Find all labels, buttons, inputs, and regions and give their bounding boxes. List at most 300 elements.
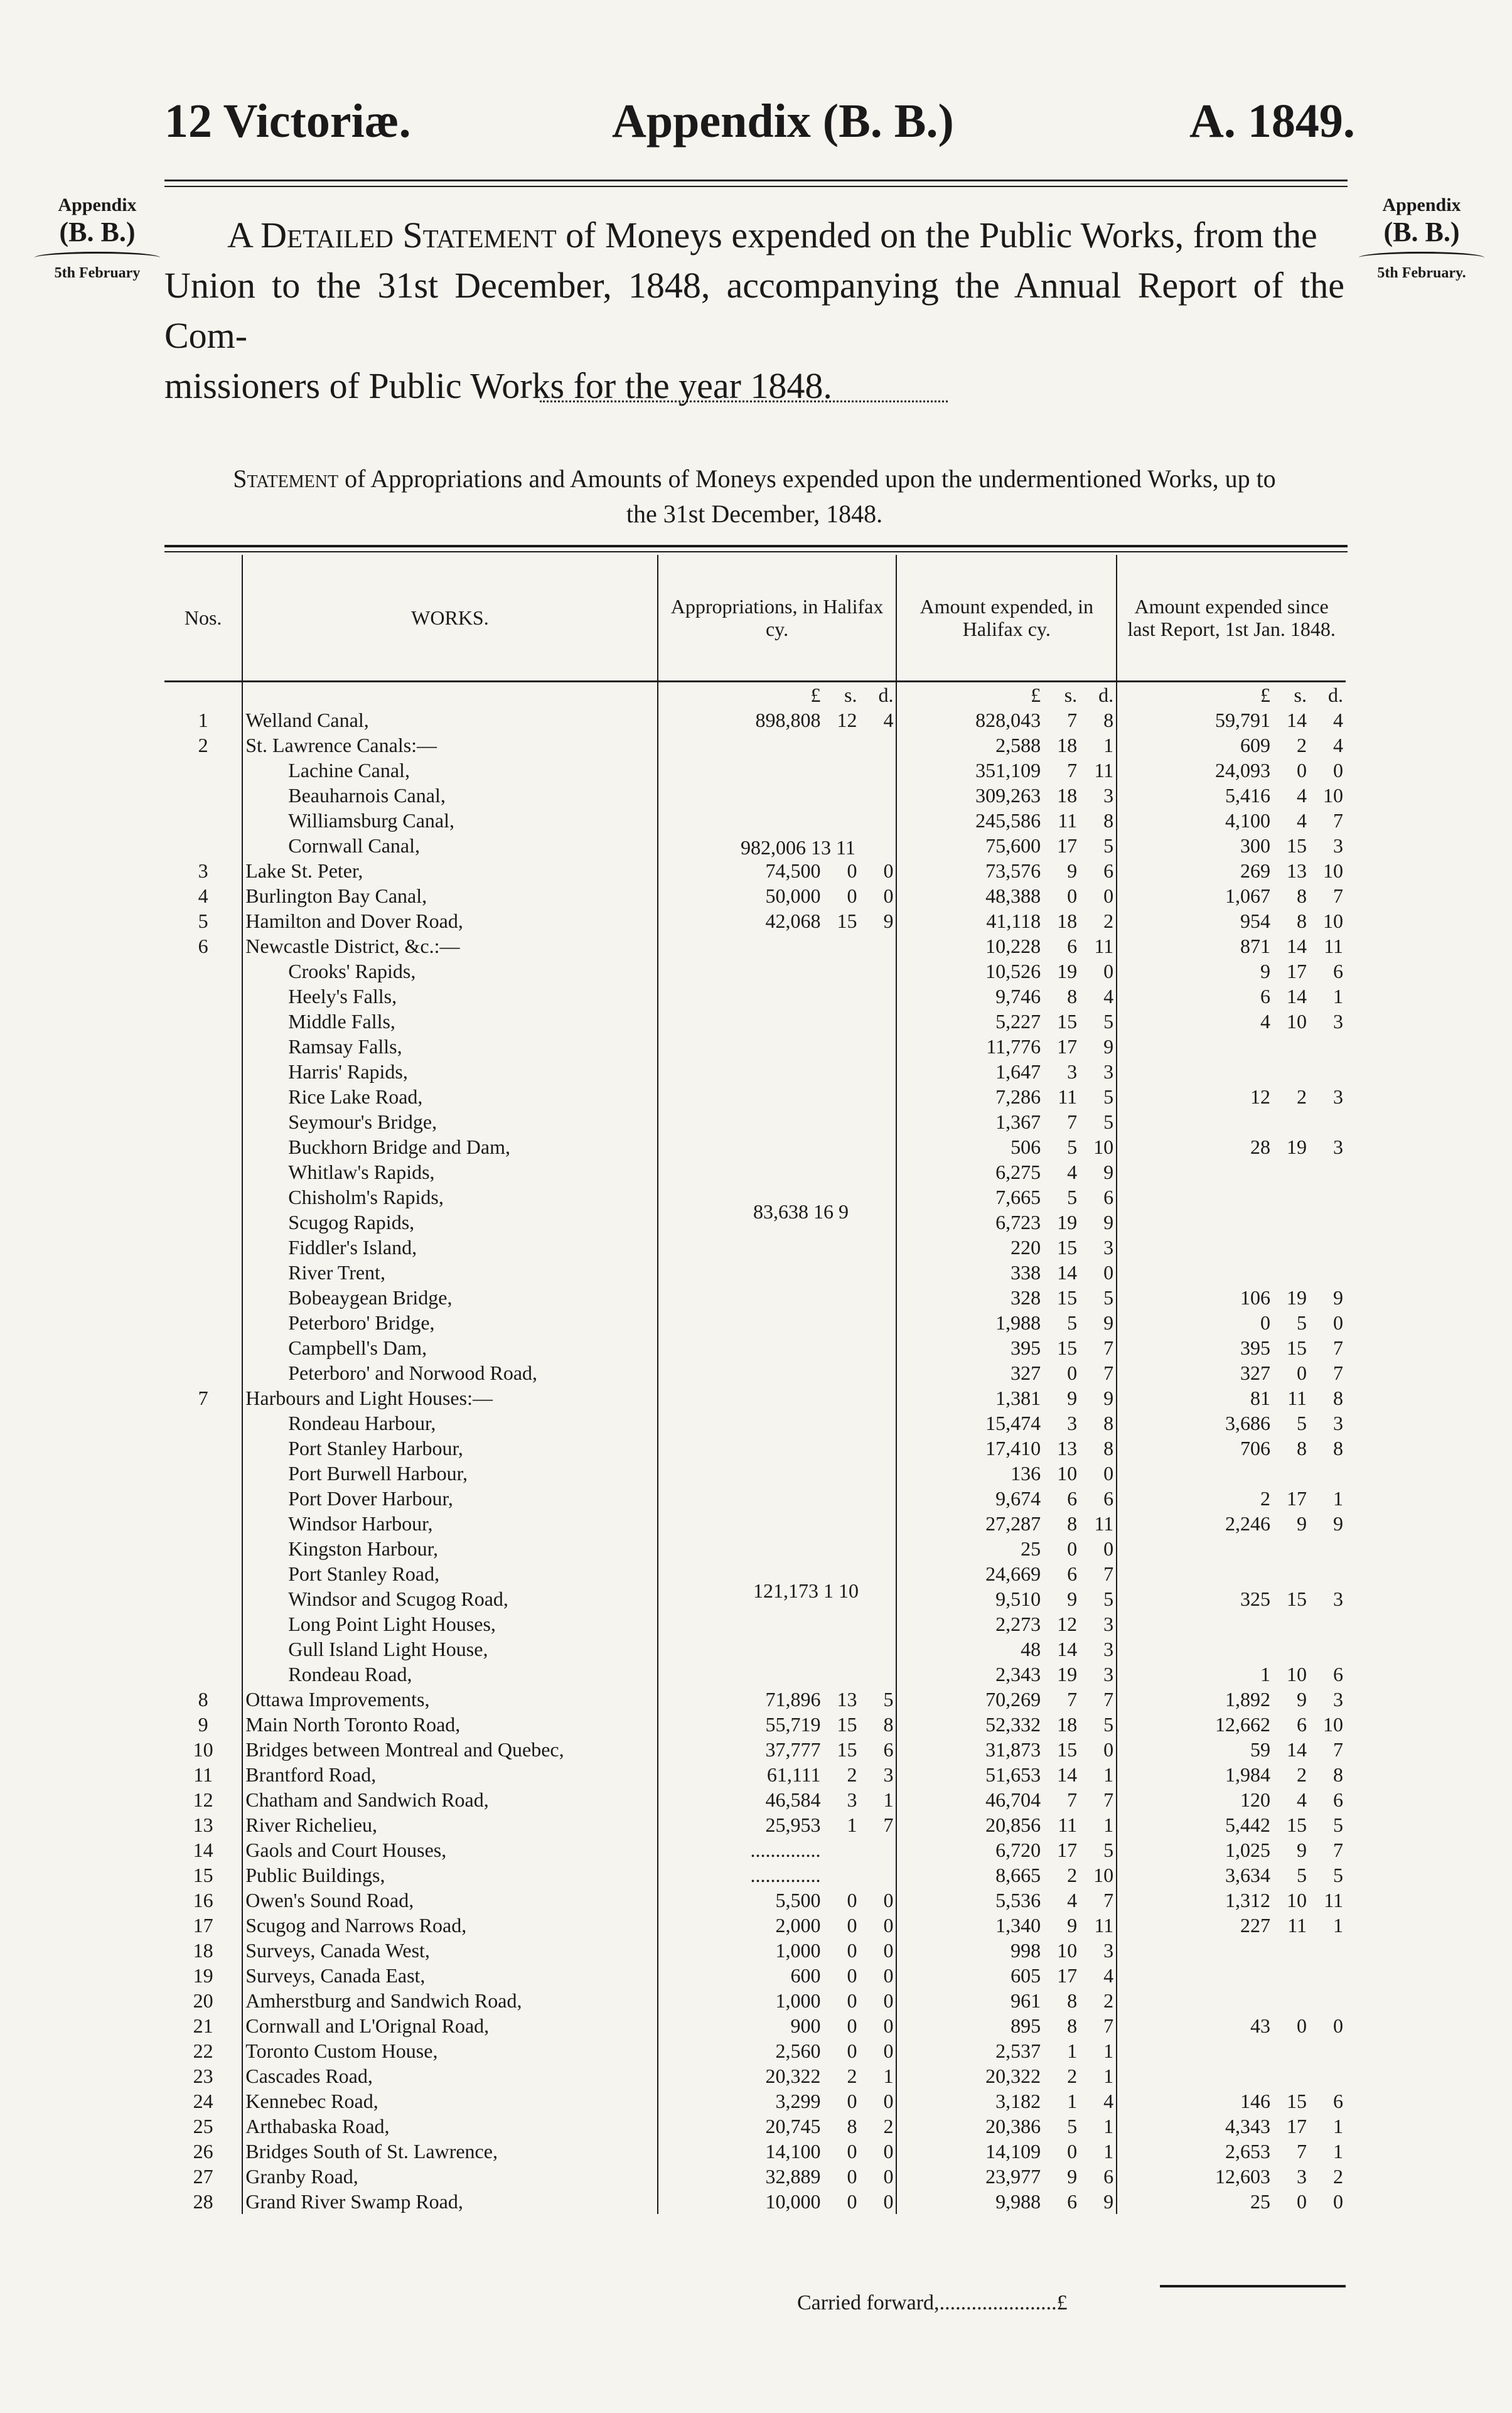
- since-last-report-cell: [1117, 1762, 1346, 1787]
- amount-expended-pounds: 46,704: [985, 1788, 1041, 1811]
- since-last-report-shillings: 15: [1287, 834, 1307, 857]
- amount-expended-pounds: 245,586: [975, 809, 1041, 832]
- appropriation-cell: [658, 1611, 897, 1636]
- since-last-report-cell: [1117, 1913, 1346, 1938]
- header-left: 12 Victoriæ.: [164, 95, 411, 148]
- since-last-report-cell: [1117, 1963, 1346, 1988]
- since-last-report-pounds: 4,100: [1225, 809, 1270, 832]
- amount-expended-pence: 9: [1103, 2190, 1114, 2213]
- row-number: [164, 1536, 242, 1561]
- since-last-report-pence: 3: [1333, 1412, 1343, 1434]
- appropriation-cell: [658, 1812, 897, 1837]
- work-name: Windsor and Scugog Road,: [242, 1586, 657, 1611]
- amount-expended-pounds: 506: [1011, 1136, 1041, 1158]
- since-last-report-shillings: 11: [1287, 1387, 1307, 1409]
- amount-expended-cell: [896, 1963, 1117, 1988]
- appropriation-cell: [658, 1737, 897, 1762]
- since-last-report-cell: [1117, 1511, 1346, 1536]
- amount-expended-shillings: 2: [1067, 1864, 1078, 1886]
- table-row: [164, 707, 1346, 733]
- amount-expended-shillings: 3: [1067, 1060, 1078, 1083]
- since-last-report-pence: 1: [1333, 1914, 1343, 1937]
- work-name: Whitlaw's Rapids,: [242, 1159, 657, 1185]
- work-name: Port Dover Harbour,: [242, 1486, 657, 1511]
- work-name: Port Stanley Harbour,: [242, 1436, 657, 1461]
- amount-expended-pounds: 73,576: [985, 859, 1041, 882]
- amount-expended-shillings: 8: [1067, 1989, 1078, 2012]
- appropriation-pounds: 37,777: [765, 1738, 821, 1761]
- appropriation-cell: [658, 2164, 897, 2189]
- row-number: [164, 1235, 242, 1260]
- since-last-report-pence: 7: [1333, 1362, 1343, 1384]
- amount-expended-pounds: 1,367: [995, 1110, 1041, 1133]
- work-name: Windsor Harbour,: [242, 1511, 657, 1536]
- since-last-report-cell: [1117, 783, 1346, 808]
- row-number: [164, 1185, 242, 1210]
- amount-expended-pounds: 51,653: [985, 1763, 1041, 1786]
- amount-expended-pence: 5: [1103, 1010, 1114, 1033]
- amount-expended-pence: 5: [1103, 1286, 1114, 1309]
- table-row: [164, 1812, 1346, 1837]
- table-row: [164, 1636, 1346, 1662]
- appropriation-pence: 0: [883, 1939, 894, 1962]
- appropriation-cell: [658, 1235, 897, 1260]
- amount-expended-pence: 0: [1103, 1462, 1114, 1485]
- amount-expended-pence: 9: [1103, 1161, 1114, 1183]
- row-number: 6: [164, 933, 242, 959]
- amount-expended-cell: [896, 1436, 1117, 1461]
- appropriation-pence: 2: [883, 2115, 894, 2137]
- amount-expended-cell: [896, 858, 1117, 883]
- amount-expended-shillings: 6: [1067, 1562, 1078, 1585]
- since-last-report-shillings: 4: [1297, 809, 1307, 832]
- since-last-report-pence: 5: [1333, 1864, 1343, 1886]
- appropriation-cell: [658, 1109, 897, 1134]
- since-last-report-pence: 3: [1333, 1136, 1343, 1158]
- appropriation-shillings: 15: [837, 1713, 857, 1736]
- table-row: [164, 1436, 1346, 1461]
- amount-expended-shillings: 5: [1067, 1186, 1078, 1208]
- amount-expended-shillings: 2: [1067, 2065, 1078, 2087]
- since-last-report-pence: 1: [1333, 1487, 1343, 1510]
- since-last-report-pence: 1: [1333, 985, 1343, 1008]
- row-number: [164, 1461, 242, 1486]
- since-last-report-pounds: 24,093: [1215, 759, 1270, 782]
- since-last-report-cell: [1117, 1636, 1346, 1662]
- work-name: Bridges between Montreal and Quebec,: [242, 1737, 657, 1762]
- amount-expended-pounds: 20,386: [985, 2115, 1041, 2137]
- appropriation-cell: [658, 1285, 897, 1310]
- amount-expended-pence: 11: [1094, 759, 1114, 782]
- appropriation-pence: 0: [883, 2039, 894, 2062]
- amount-expended-shillings: 0: [1067, 1362, 1078, 1384]
- table-row: [164, 1486, 1346, 1511]
- intro-paragraph: [164, 210, 1344, 411]
- amount-expended-pounds: 52,332: [985, 1713, 1041, 1736]
- amount-expended-pence: 0: [1103, 1738, 1114, 1761]
- amount-expended-pence: 1: [1103, 2039, 1114, 2062]
- row-number: 26: [164, 2139, 242, 2164]
- since-last-report-pence: 8: [1333, 1437, 1343, 1459]
- appropriation-shillings: 0: [847, 884, 857, 907]
- row-number: [164, 1134, 242, 1159]
- work-name: Cornwall Canal,: [242, 833, 657, 858]
- amount-expended-pence: 7: [1103, 1336, 1114, 1359]
- table-row: [164, 1134, 1346, 1159]
- amount-expended-cell: [896, 1938, 1117, 1963]
- amount-expended-shillings: 18: [1057, 784, 1078, 807]
- appropriation-pence: 1: [883, 1788, 894, 1811]
- work-name: Middle Falls,: [242, 1009, 657, 1034]
- amount-expended-pence: 0: [1103, 1261, 1114, 1284]
- appropriation-shillings: 0: [847, 2165, 857, 2188]
- intro-lead: A Detailed Statement: [227, 215, 557, 255]
- table-row: [164, 1687, 1346, 1712]
- carried-forward-pound: £: [1056, 2291, 1068, 2314]
- amount-expended-pence: 2: [1103, 1989, 1114, 2012]
- since-last-report-pounds: 1,984: [1225, 1763, 1270, 1786]
- appropriation-pounds: 2,000: [775, 1914, 821, 1937]
- amount-expended-pounds: 2,343: [995, 1663, 1041, 1685]
- work-name: Rice Lake Road,: [242, 1084, 657, 1109]
- margin-left-brace: [35, 252, 160, 264]
- appropriation-cell: [658, 1411, 897, 1436]
- amount-expended-pounds: 10,228: [985, 935, 1041, 957]
- amount-expended-shillings: 4: [1067, 1161, 1078, 1183]
- amount-expended-pounds: 24,669: [985, 1562, 1041, 1585]
- appropriation-cell: [658, 1636, 897, 1662]
- row-number: 24: [164, 2088, 242, 2114]
- since-last-report-cell: [1117, 1310, 1346, 1335]
- since-last-report-shillings: 14: [1287, 985, 1307, 1008]
- amount-expended-cell: [896, 1335, 1117, 1360]
- amount-expended-cell: [896, 1611, 1117, 1636]
- row-number: 10: [164, 1737, 242, 1762]
- appropriation-cell: [658, 1862, 897, 1888]
- appropriation-shillings: 15: [837, 1738, 857, 1761]
- row-number: [164, 1586, 242, 1611]
- amount-expended-cell: [896, 808, 1117, 833]
- since-last-report-cell: [1117, 2164, 1346, 2189]
- row-number: 21: [164, 2013, 242, 2038]
- since-last-report-shillings: 9: [1297, 1839, 1307, 1861]
- since-last-report-pounds: 609: [1240, 734, 1270, 756]
- amount-expended-pounds: 11,776: [986, 1035, 1041, 1058]
- appropriation-pounds: 10,000: [765, 2190, 821, 2213]
- work-name: Surveys, Canada West,: [242, 1938, 657, 1963]
- work-name: Crooks' Rapids,: [242, 959, 657, 984]
- appropriation-shillings: 0: [847, 2140, 857, 2163]
- since-last-report-pounds: 706: [1240, 1437, 1270, 1459]
- intro-line3: missioners of Public Works for the year 1848.: [164, 365, 832, 406]
- row-number: 18: [164, 1938, 242, 1963]
- work-name: Arthabaska Road,: [242, 2114, 657, 2139]
- appropriation-cell: [658, 2063, 897, 2088]
- table-row: [164, 2164, 1346, 2189]
- amount-expended-pounds: 9,988: [995, 2190, 1041, 2213]
- since-last-report-shillings: 19: [1287, 1286, 1307, 1309]
- table-rule-top2: [164, 551, 1348, 552]
- since-last-report-cell: [1117, 1134, 1346, 1159]
- amount-expended-cell: [896, 1913, 1117, 1938]
- table-row: [164, 1511, 1346, 1536]
- amount-expended-shillings: 7: [1067, 1788, 1078, 1811]
- amount-expended-shillings: 19: [1057, 960, 1078, 982]
- since-last-report-pounds: 395: [1240, 1336, 1270, 1359]
- header-rule-bottom: [164, 186, 1348, 187]
- work-name: Buckhorn Bridge and Dam,: [242, 1134, 657, 1159]
- since-last-report-shillings: 15: [1287, 2090, 1307, 2112]
- amount-expended-pence: 5: [1103, 1588, 1114, 1610]
- work-name: Brantford Road,: [242, 1762, 657, 1787]
- since-last-report-pounds: 59,791: [1215, 709, 1270, 731]
- margin-note-left: [25, 195, 169, 282]
- margin-right-line1: Appendix: [1382, 195, 1461, 215]
- amount-expended-pounds: 2,273: [995, 1613, 1041, 1635]
- row-number: [164, 1109, 242, 1134]
- row-number: [164, 1486, 242, 1511]
- since-last-report-pence: 7: [1333, 1839, 1343, 1861]
- amount-expended-cell: [896, 883, 1117, 908]
- appropriation-pence: 0: [883, 2014, 894, 2037]
- amount-expended-shillings: 8: [1067, 1512, 1078, 1535]
- since-last-report-pence: 3: [1333, 1010, 1343, 1033]
- appropriation-cell: [658, 1084, 897, 1109]
- amount-expended-cell: [896, 1310, 1117, 1335]
- appropriation-cell: [658, 933, 897, 959]
- work-name: Beauharnois Canal,: [242, 783, 657, 808]
- since-last-report-pence: 3: [1333, 1588, 1343, 1610]
- appropriation-shillings: 13: [837, 1688, 857, 1711]
- row-number: [164, 1436, 242, 1461]
- amount-expended-pence: 1: [1103, 1814, 1114, 1836]
- amount-expended-cell: [896, 833, 1117, 858]
- carried-forward-label: Carried forward,: [797, 2291, 940, 2314]
- table-row: [164, 1888, 1346, 1913]
- appropriation-cell: [658, 984, 897, 1009]
- amount-expended-shillings: 18: [1057, 1713, 1078, 1736]
- amount-expended-pounds: 3,182: [995, 2090, 1041, 2112]
- work-name: Port Burwell Harbour,: [242, 1461, 657, 1486]
- amount-expended-pounds: 5,536: [995, 1889, 1041, 1911]
- appropriation-pence: 0: [883, 2140, 894, 2163]
- since-last-report-pounds: 28: [1250, 1136, 1270, 1158]
- appropriation-pounds: 71,896: [765, 1688, 821, 1711]
- margin-right-brace: [1359, 252, 1484, 264]
- table-row: [164, 1963, 1346, 1988]
- table-row: [164, 1787, 1346, 1812]
- amount-expended-pence: 6: [1103, 859, 1114, 882]
- appropriation-pounds: 1,000: [775, 1989, 821, 2012]
- table-row: [164, 2063, 1346, 2088]
- table-row: [164, 2038, 1346, 2063]
- since-last-report-cell: [1117, 858, 1346, 883]
- appropriation-pounds: 1,000: [775, 1939, 821, 1962]
- work-name: Surveys, Canada East,: [242, 1963, 657, 1988]
- since-last-report-shillings: 14: [1287, 709, 1307, 731]
- amount-expended-pence: 1: [1103, 734, 1114, 756]
- unit-pound: £: [810, 684, 821, 706]
- work-name: Harbours and Light Houses:—: [242, 1385, 657, 1411]
- since-last-report-pence: 6: [1333, 1788, 1343, 1811]
- amount-expended-cell: [896, 758, 1117, 783]
- amount-expended-shillings: 14: [1057, 1763, 1078, 1786]
- amount-expended-shillings: 9: [1067, 859, 1078, 882]
- since-last-report-cell: [1117, 908, 1346, 933]
- since-last-report-cell: [1117, 758, 1346, 783]
- amount-expended-cell: [896, 2114, 1117, 2139]
- intro-text1: of Moneys expended on the Public Works, from the: [556, 215, 1317, 255]
- appropriation-shillings: 0: [847, 1964, 857, 1987]
- appropriation-pounds: ..............: [750, 1839, 821, 1861]
- amount-expended-pence: 4: [1103, 1964, 1114, 1987]
- amount-expended-shillings: 15: [1057, 1236, 1078, 1259]
- appropriation-cell: [658, 1787, 897, 1812]
- amount-expended-cell: [896, 1411, 1117, 1436]
- amount-expended-cell: [896, 959, 1117, 984]
- amount-expended-pounds: 7,286: [995, 1085, 1041, 1108]
- amount-expended-shillings: 17: [1057, 1839, 1078, 1861]
- since-last-report-cell: [1117, 1411, 1346, 1436]
- amount-expended-pence: 9: [1103, 1387, 1114, 1409]
- since-last-report-pence: 3: [1333, 1688, 1343, 1711]
- since-last-report-shillings: 5: [1297, 1864, 1307, 1886]
- since-last-report-cell: [1117, 733, 1346, 758]
- work-name: Chatham and Sandwich Road,: [242, 1787, 657, 1812]
- amount-expended-cell: [896, 2164, 1117, 2189]
- carried-forward-rule: [1160, 2285, 1346, 2287]
- amount-expended-pence: 3: [1103, 1663, 1114, 1685]
- since-last-report-shillings: 6: [1297, 1713, 1307, 1736]
- work-name: Lake St. Peter,: [242, 858, 657, 883]
- appropriation-cell: [658, 2139, 897, 2164]
- amount-expended-pence: 7: [1103, 1889, 1114, 1911]
- work-name: Hamilton and Dover Road,: [242, 908, 657, 933]
- since-last-report-shillings: 3: [1297, 2165, 1307, 2188]
- row-number: 7: [164, 1385, 242, 1411]
- since-last-report-cell: [1117, 1260, 1346, 1285]
- row-number: 9: [164, 1712, 242, 1737]
- table-row: [164, 883, 1346, 908]
- table-row: [164, 2114, 1346, 2139]
- amount-expended-pounds: 1,381: [995, 1387, 1041, 1409]
- amount-expended-cell: [896, 733, 1117, 758]
- amount-expended-pounds: 23,977: [985, 2165, 1041, 2188]
- appropriation-cell: [658, 1536, 897, 1561]
- table-row: [164, 1109, 1346, 1134]
- appropriation-pounds: 50,000: [765, 884, 821, 907]
- since-last-report-shillings: 0: [1297, 759, 1307, 782]
- row-number: [164, 758, 242, 783]
- since-last-report-cell: [1117, 1059, 1346, 1084]
- row-number: 12: [164, 1787, 242, 1812]
- amount-expended-pence: 9: [1103, 1311, 1114, 1334]
- amount-expended-pence: 7: [1103, 1688, 1114, 1711]
- since-last-report-cell: [1117, 2189, 1346, 2214]
- header-rule-top: [164, 180, 1348, 181]
- work-name: Burlington Bay Canal,: [242, 883, 657, 908]
- group-app-st-lawrence: 982,006 13 11: [741, 836, 855, 859]
- carried-forward-dots: ......................: [939, 2291, 1057, 2314]
- table-row: [164, 1159, 1346, 1185]
- since-last-report-shillings: 2: [1297, 734, 1307, 756]
- appropriation-pounds: 32,889: [765, 2165, 821, 2188]
- table-subheading: [164, 461, 1344, 532]
- appropriation-cell: [658, 1159, 897, 1185]
- appropriation-pounds: 25,953: [765, 1814, 821, 1836]
- appropriation-pounds: 46,584: [765, 1788, 821, 1811]
- amount-expended-cell: [896, 1210, 1117, 1235]
- amount-expended-pounds: 20,322: [985, 2065, 1041, 2087]
- appropriation-pounds: 20,322: [765, 2065, 821, 2087]
- since-last-report-shillings: 10: [1287, 1889, 1307, 1911]
- since-last-report-shillings: 5: [1297, 1412, 1307, 1434]
- since-last-report-pounds: 1,067: [1225, 884, 1270, 907]
- since-last-report-cell: [1117, 1586, 1346, 1611]
- amount-expended-shillings: 1: [1067, 2090, 1078, 2112]
- amount-expended-shillings: 19: [1057, 1663, 1078, 1685]
- amount-expended-shillings: 6: [1067, 1487, 1078, 1510]
- amount-expended-pence: 5: [1103, 1110, 1114, 1133]
- row-number: [164, 984, 242, 1009]
- header-center: Appendix (B. B.): [612, 95, 954, 148]
- since-last-report-shillings: 10: [1287, 1663, 1307, 1685]
- amount-expended-cell: [896, 1134, 1117, 1159]
- amount-expended-pounds: 605: [1011, 1964, 1041, 1987]
- amount-expended-shillings: 17: [1057, 834, 1078, 857]
- work-name: St. Lawrence Canals:—: [242, 733, 657, 758]
- decorative-rule: [540, 394, 948, 402]
- amount-expended-pounds: 309,263: [975, 784, 1041, 807]
- appropriation-cell: [658, 1360, 897, 1385]
- since-last-report-shillings: 0: [1297, 2014, 1307, 2037]
- appropriation-cell: [658, 1712, 897, 1737]
- since-last-report-pounds: 871: [1240, 935, 1270, 957]
- unit-pound: £: [1260, 684, 1270, 706]
- table-row: [164, 1938, 1346, 1963]
- amount-expended-pence: 4: [1103, 2090, 1114, 2112]
- amount-expended-pence: 5: [1103, 834, 1114, 857]
- unit-shilling: s.: [1064, 684, 1078, 706]
- appropriation-cell: [658, 1988, 897, 2013]
- appropriation-pence: 6: [883, 1738, 894, 1761]
- amount-expended-shillings: 5: [1067, 1311, 1078, 1334]
- since-last-report-cell: [1117, 1561, 1346, 1586]
- since-last-report-pounds: 3,634: [1225, 1864, 1270, 1886]
- appropriation-pence: 0: [883, 1889, 894, 1911]
- since-last-report-pounds: 2,653: [1225, 2140, 1270, 2163]
- since-last-report-cell: [1117, 1787, 1346, 1812]
- work-name: Gaols and Court Houses,: [242, 1837, 657, 1862]
- amount-expended-pounds: 75,600: [985, 834, 1041, 857]
- subheading-line1: of Appropriations and Amounts of Moneys expended upon the undermentioned Works, up to: [338, 465, 1276, 493]
- amount-expended-pence: 6: [1103, 1487, 1114, 1510]
- amount-expended-shillings: 12: [1057, 1613, 1078, 1635]
- appropriation-shillings: 1: [847, 1814, 857, 1836]
- since-last-report-pence: 4: [1333, 709, 1343, 731]
- table-row: [164, 933, 1346, 959]
- since-last-report-shillings: 2: [1297, 1763, 1307, 1786]
- work-name: Bobeaygean Bridge,: [242, 1285, 657, 1310]
- table-row: [164, 1310, 1346, 1335]
- amount-expended-pounds: 220: [1011, 1236, 1041, 1259]
- table-row: [164, 858, 1346, 883]
- since-last-report-shillings: 17: [1287, 960, 1307, 982]
- since-last-report-shillings: 17: [1287, 1487, 1307, 1510]
- row-number: [164, 1561, 242, 1586]
- amount-expended-pounds: 1,647: [995, 1060, 1041, 1083]
- amount-expended-pence: 8: [1103, 809, 1114, 832]
